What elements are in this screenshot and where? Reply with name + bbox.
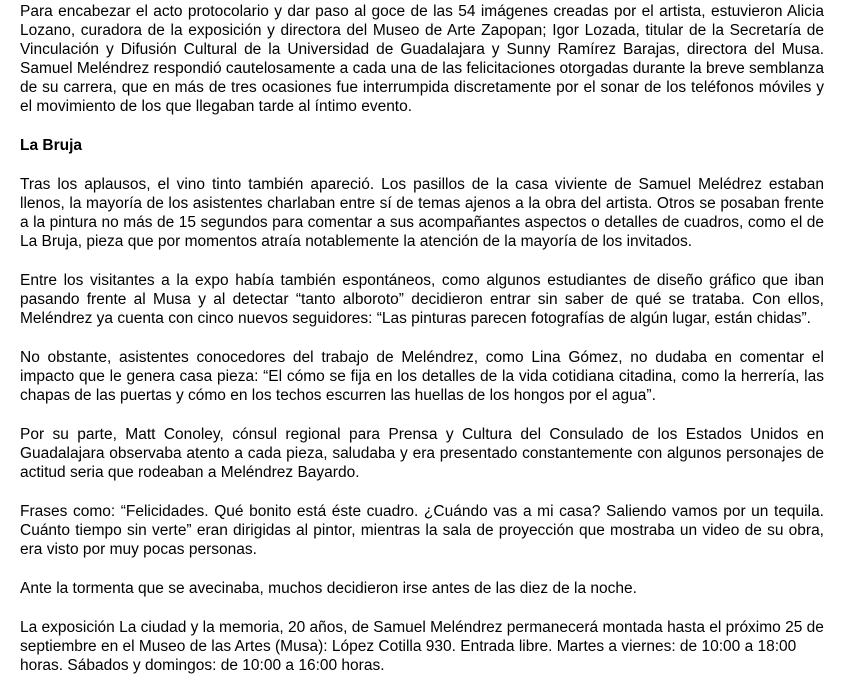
paragraph-consul: Por su parte, Matt Conoley, cónsul regional para Prensa y Cultura del Consulado de los Estados Unidos en Guadalajara observaba atento a cada pieza, saludaba y era presentado constantemente con algunos personajes de actitud seria que rodeaban a Meléndrez Bayardo. xyxy=(20,426,824,481)
paragraph-applause: Tras los aplausos, el vino tinto también apareció. Los pasillos de la casa viviente de Samuel Melédrez estaban llenos, la mayoría de los asistentes charlaban entre sí de temas ajenos a la obra del artista. Otros se posaban frente a la pintura no más de 15 segundos para comentar a sus acompañantes aspectos o detalles de cuadros, como el de La Bruja, pieza que por momentos atraía notablemente la atención de la mayoría de los invitados. xyxy=(20,176,824,250)
paragraph-phrases: Frases como: “Felicidades. Qué bonito está éste cuadro. ¿Cuándo vas a mi casa? Saliendo vamos por un tequila. Cuánto tiempo sin verte” eran dirigidas al pintor, mientras la sala de proyección que mostraba un video de su obra, era visto por muy pocas personas. xyxy=(20,503,824,558)
paragraph-visitors: Entre los visitantes a la expo había también espontáneos, como algunos estudiantes de diseño gráfico que iban pasando frente al Musa y al detectar “tanto alboroto” decidieron entrar sin saber de qué se trataba. Con ellos, Meléndrez ya cuenta con cinco nuevos seguidores: “Las pinturas parecen fotografías de algún lugar, están chidas”. xyxy=(20,272,824,327)
paragraph-storm: Ante la tormenta que se avecinaba, muchos decidieron irse antes de las diez de la noche. xyxy=(20,580,637,597)
paragraph-exhibition-info: La exposición La ciudad y la memoria, 20 años, de Samuel Meléndrez permanecerá montada hasta el próximo 25 de septiembre en el Museo de las Artes (Musa): López Cotilla 930. Entrada libre. Martes a viernes: de 10:00 a 18:00 horas. Sábados y domingos: de 10:00 a 16:00 horas. xyxy=(20,619,824,674)
paragraph-connoisseurs: No obstante, asistentes conocedores del trabajo de Meléndrez, como Lina Gómez, no dudaba en comentar el impacto que le genera casa pieza: “El cómo se fija en los detalles de la vida cotidiana citadina, como la herrería, las chapas de las puertas y cómo en los techos escurren las huellas de los hongos por el agua”. xyxy=(20,349,824,404)
section-heading-la-bruja: La Bruja xyxy=(20,137,83,154)
paragraph-opening-ceremony: Para encabezar el acto protocolario y dar paso al goce de las 54 imágenes creadas por el artista, estuvieron Alicia Lozano, curadora de la exposición y directora del Museo de Arte Zapopan; Igor Lozada, titular de la Secretaría de Vinculación y Difusión Cultural de la Universidad de Guadalajara y Sunny Ramírez Barajas, directora del Musa. Samuel Meléndrez respondió cautelosamente a cada una de las felicitaciones otorgadas durante la breve semblanza de su carrera, que en más de tres ocasiones fue interrumpida discretamente por el sonar de los teléfonos móviles y el movimiento de los que llegaban tarde al íntimo evento. xyxy=(20,3,824,115)
